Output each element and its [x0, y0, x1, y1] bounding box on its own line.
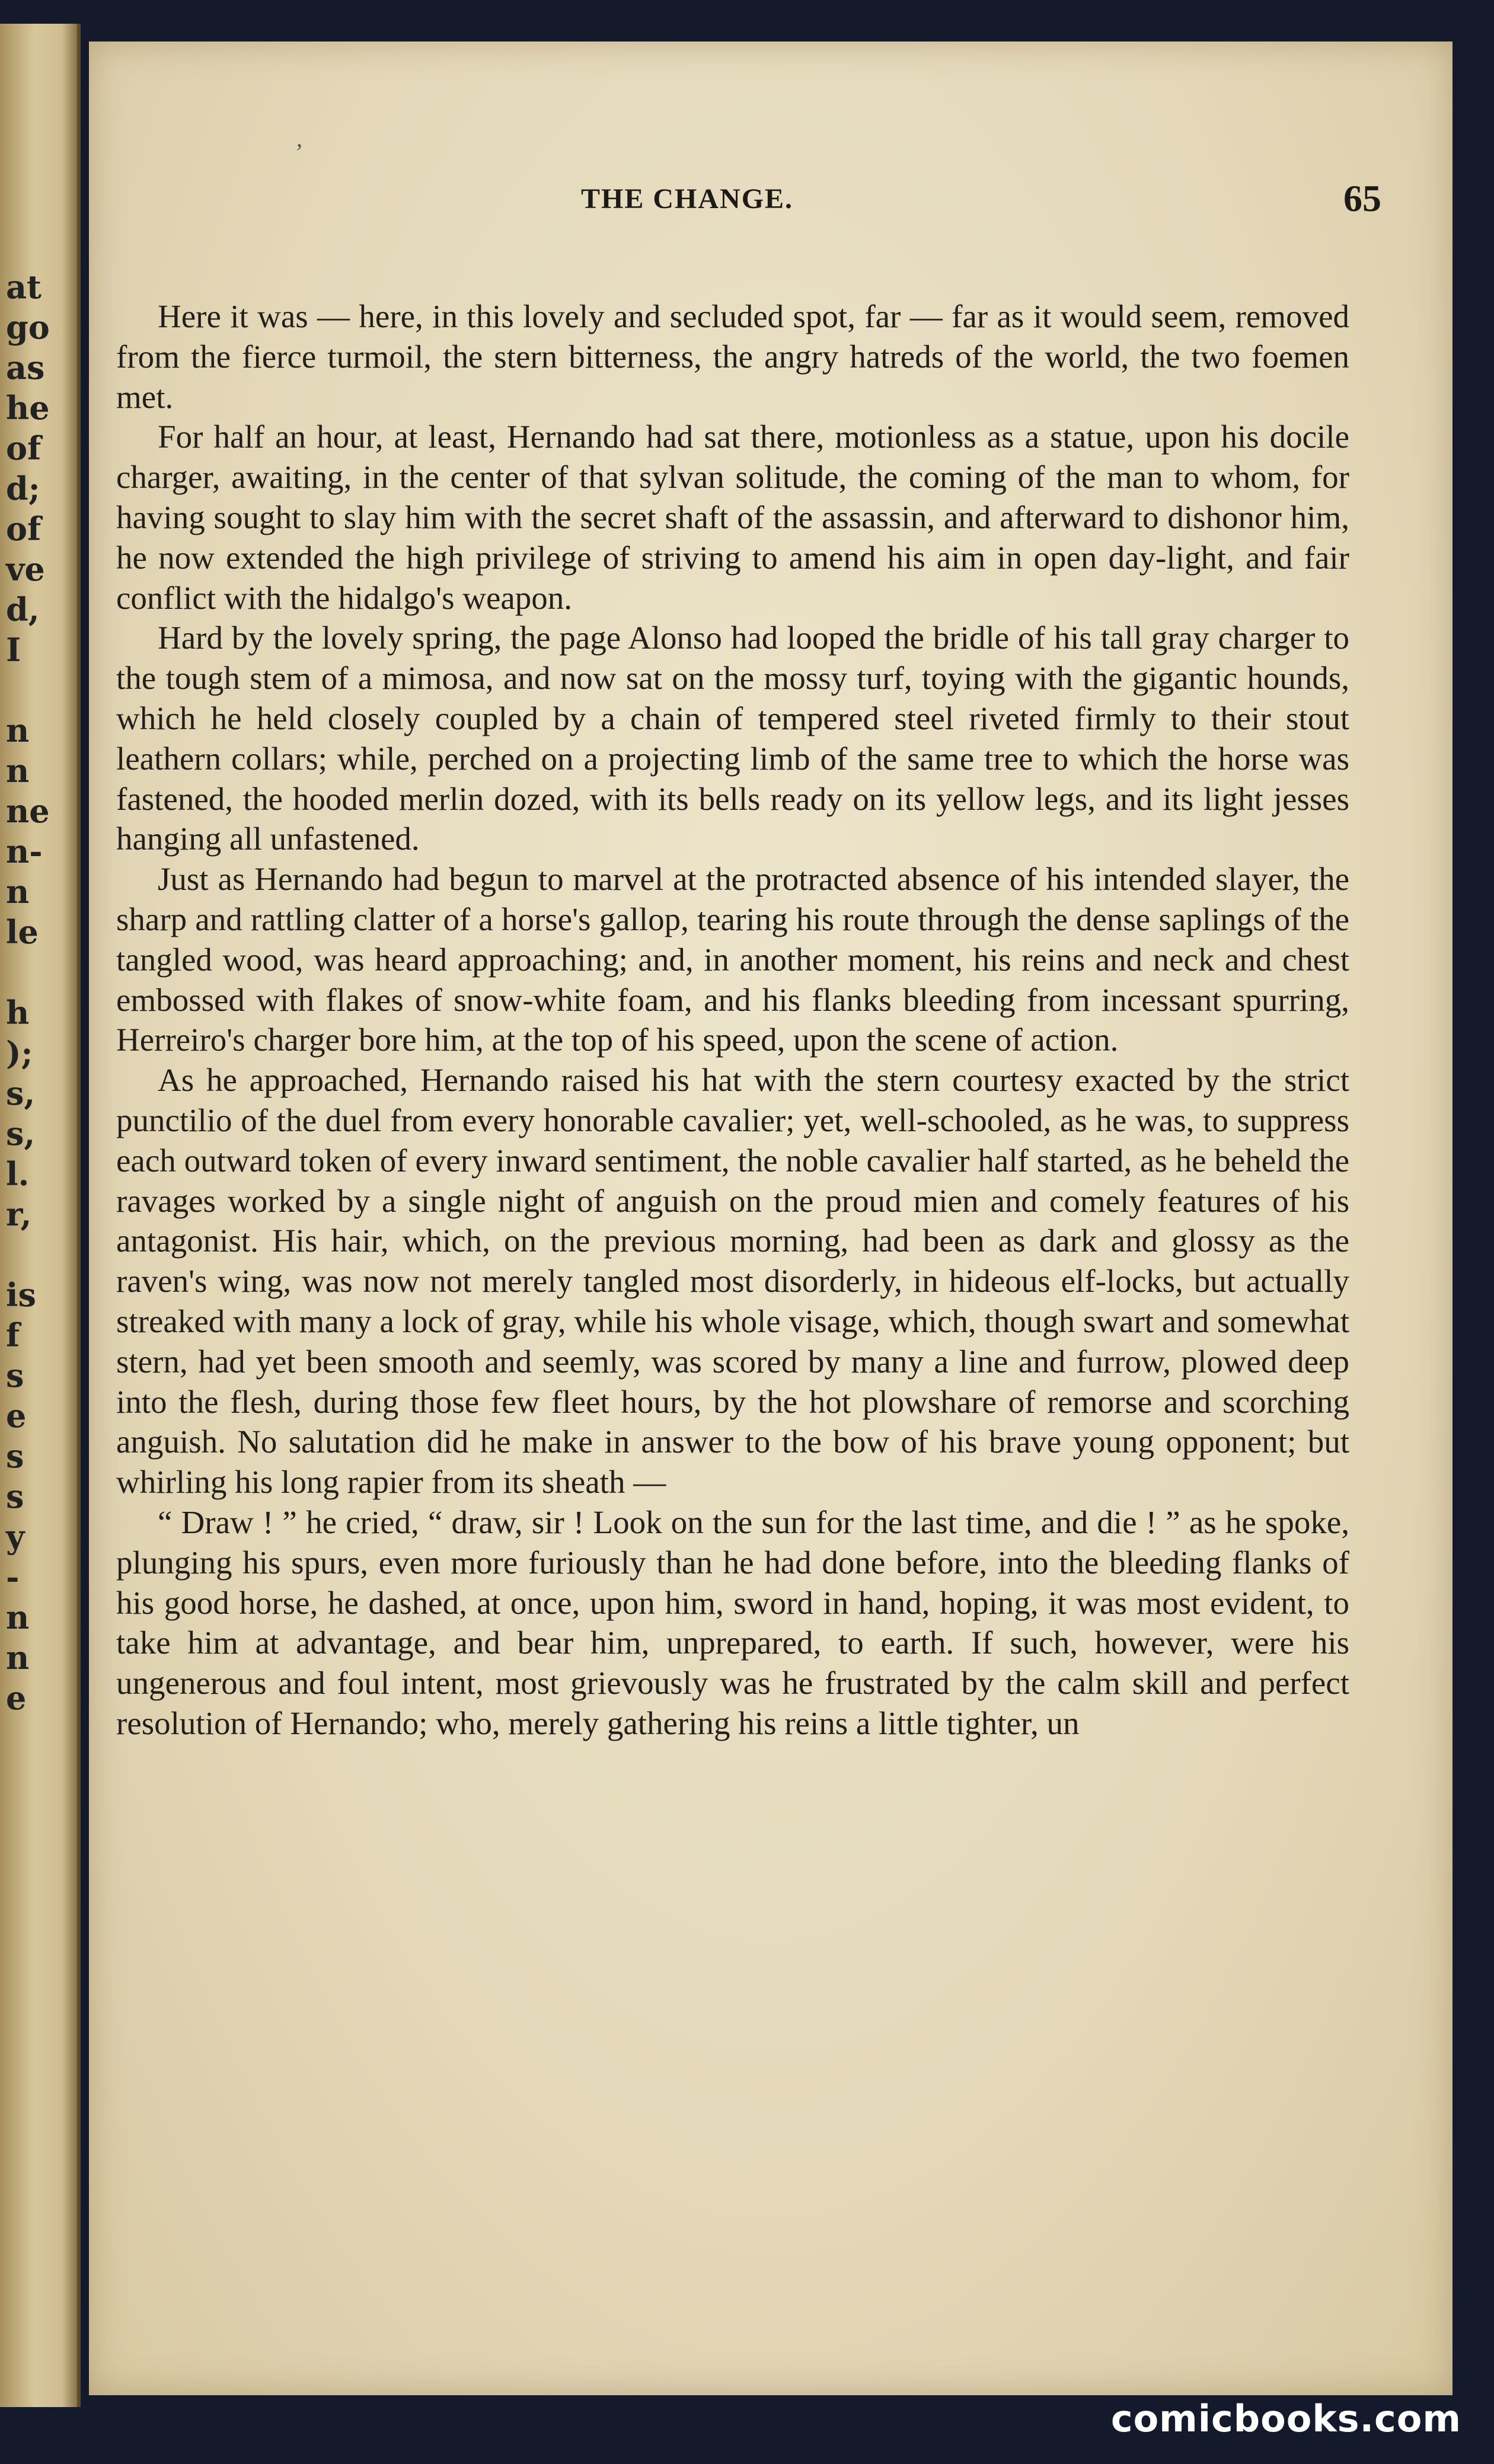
paragraph: Just as Hernando had begun to marvel at the protracted absence of his intended slayer, the sharp and rattling clatter of a horse's gallop, tearing his route through the dense saplings of the tangled wood, was heard approaching; and, in another moment, his reins and neck and chest embossed with flakes of snow-white foam, and his flanks bleeding from incessant spurring, Herreiro's charger bore him, at the top of his speed, upon the scene of action. [116, 861, 1349, 1058]
book-page [89, 42, 1452, 2395]
previous-page-text-fragments: at go as he of d; of ve d, I n n ne n- n le h ); s, s, l. r, is f s e s s y - n n e [6, 268, 50, 1717]
running-title: THE CHANGE. [581, 183, 794, 215]
previous-page-edge [0, 24, 81, 2407]
paragraph: “ Draw ! ” he cried, “ draw, sir ! Look on the sun for the last time, and die ! ” as he spoke, plunging his spurs, even more furiously than he had done before, into the bleeding flanks of his good horse, he dashed, at once, upon him, sword in hand, hoping, it was most evident, to take him at advantage, and bear him, unprepared, to earth. If such, however, were his ungenerous and foul intent, most grievously was he frustrated by the calm skill and perfect resolution of Hernando; who, merely gathering his reins a little tighter, un [116, 1504, 1349, 1741]
paragraph: For half an hour, at least, Hernando had sat there, motionless as a statue, upon his docile charger, awaiting, in the center of that sylvan solitude, the coming of the man to whom, for having sought to slay him with the secret shaft of the assassin, and afterward to dishonor him, he now extended the high privilege of striving to amend his aim in open day-light, and fair conflict with the hidalgo's weapon. [116, 419, 1349, 616]
running-head [89, 177, 1452, 230]
paragraph: Hard by the lovely spring, the page Alonso had looped the bridle of his tall gray charger to the tough stem of a mimosa, and now sat on the mossy turf, toying with the gigantic hounds, which he held closely coupled by a chain of tempered steel riveted firmly to their stout leathern collars; while, perched on a projecting limb of the same tree to which the horse was fastened, the hooded merlin dozed, with its bells ready on its yellow legs, and its light jesses hanging all unfastened. [116, 620, 1349, 857]
paragraph: Here it was — here, in this lovely and secluded spot, far — far as it would seem, removed from the fierce turmoil, the stern bitterness, the angry hatreds of the world, the two foemen met. [116, 298, 1349, 415]
site-watermark: comicbooks.com [1110, 2397, 1461, 2440]
body-text [116, 296, 1349, 1744]
stray-mark: , [296, 125, 302, 152]
paragraph: As he approached, Hernando raised his hat with the stern courtesy exacted by the strict punctilio of the duel from every honorable cavalier; yet, well-schooled, as he was, to suppress each outward token of every inward sentiment, the noble cavalier half started, as he beheld the ravages worked by a single night of anguish on the proud mien and comely features of his antagonist. His hair, which, on the previous morning, had been as dark and glossy as the raven's wing, was now not merely tangled most disorderly, in hideous elf-locks, but actually streaked with many a lock of gray, while his whole visage, which, though swart and somewhat stern, had yet been smooth and seemly, was scored by many a line and furrow, plowed deep into the flesh, during those few fleet hours, by the hot plowshare of remorse and scorching anguish. No salutation did he make in answer to the bow of his brave young opponent; but whirling his long rapier from its sheath — [116, 1062, 1349, 1501]
page-number: 65 [1343, 177, 1381, 219]
